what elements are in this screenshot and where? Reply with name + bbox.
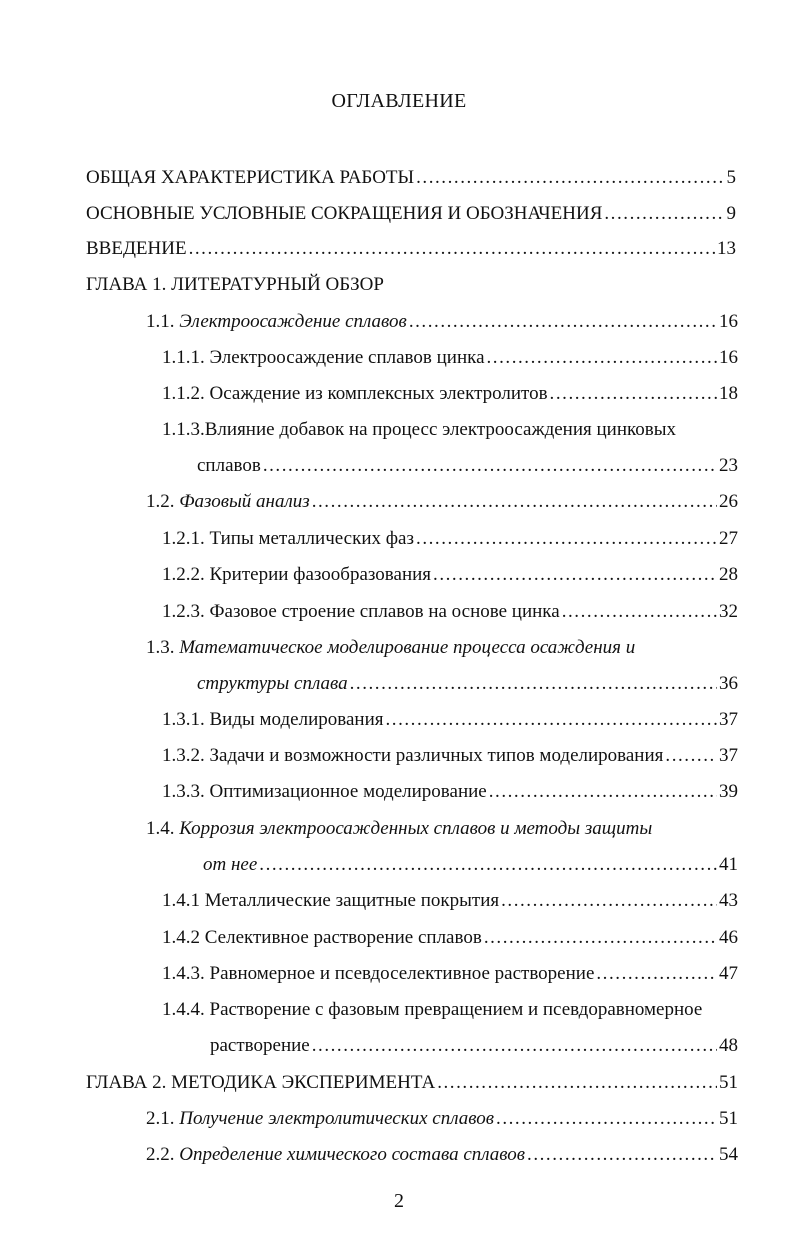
- toc-entry-page: 46: [719, 927, 738, 948]
- toc-entry-text: 1.3.2. Задачи и возможности различных типов моделирования: [162, 745, 664, 766]
- toc-entry-text: 1.3.3. Оптимизационное моделирование: [162, 781, 487, 802]
- dot-leader: [527, 1143, 717, 1167]
- toc-entry: [197, 454, 738, 478]
- toc-entry-text: 1.4.3. Равномерное и псевдоселективное растворение: [162, 963, 595, 984]
- toc-entry-page: 47: [719, 963, 738, 984]
- toc-entry-page: 54: [719, 1144, 738, 1165]
- toc-entry-number: 1.4.: [146, 818, 175, 839]
- toc-entry: [146, 1143, 738, 1167]
- toc-entry-page: 18: [719, 383, 738, 404]
- toc-entry-text: Математическое моделирование процесса осаждения и: [179, 637, 636, 658]
- toc-entry-page: 39: [719, 781, 738, 802]
- dot-leader: [489, 780, 717, 804]
- toc-entry-text: 1.2.3. Фазовое строение сплавов на основе цинка: [162, 601, 560, 622]
- toc-entry: [162, 708, 738, 732]
- dot-leader: [437, 1071, 717, 1095]
- page-number: 2: [394, 1190, 404, 1212]
- toc-entry-text: 1.3.1. Виды моделирования: [162, 709, 384, 730]
- toc-entry-text: растворение: [210, 1035, 310, 1056]
- toc-entry: [162, 382, 738, 406]
- toc-entry: [210, 1034, 738, 1058]
- dot-leader: [501, 889, 717, 913]
- toc-entry-page: 41: [719, 854, 738, 875]
- dot-leader: [409, 310, 717, 334]
- toc-entry-text: 1.2.2. Критерии фазообразования: [162, 564, 432, 585]
- toc-entry: [86, 1071, 738, 1095]
- toc-entry-page: 16: [719, 311, 738, 332]
- dot-leader: [562, 600, 717, 624]
- toc-entry-number: 2.2.: [146, 1144, 175, 1165]
- toc-entry-number: 2.1.: [146, 1108, 175, 1129]
- toc-entry-text: ОБЩАЯ ХАРАКТЕРИСТИКА РАБОТЫ: [86, 167, 415, 188]
- dot-leader: [604, 202, 724, 226]
- dot-leader: [496, 1107, 717, 1131]
- dot-leader: [596, 962, 717, 986]
- toc-entry: [162, 998, 738, 1022]
- toc-entry-page: 16: [719, 347, 738, 368]
- toc-entry-text: ГЛАВА 1. ЛИТЕРАТУРНЫЙ ОБЗОР: [86, 274, 384, 295]
- dot-leader: [312, 490, 717, 514]
- dot-leader: [487, 346, 718, 370]
- toc-entry-text: Фазовый анализ: [179, 491, 310, 512]
- toc-entry-number: 1.3.: [146, 637, 175, 658]
- toc-entry: [162, 527, 738, 551]
- toc-entry: [146, 490, 738, 514]
- toc-entry: [162, 926, 738, 950]
- dot-leader: [259, 853, 717, 877]
- toc-entry: [197, 672, 738, 696]
- toc-title: ОГЛАВЛЕНИЕ: [331, 90, 467, 112]
- toc-entry-text: 1.4.2 Селективное растворение сплавов: [162, 927, 482, 948]
- toc-entry: [86, 166, 736, 190]
- toc-entry-text: Определение химического состава сплавов: [179, 1144, 526, 1165]
- toc-entry-text: 1.1.3.Влияние добавок на процесс электроосаждения цинковых: [162, 419, 677, 440]
- toc-entry: [146, 1107, 738, 1131]
- toc-entry-page: 43: [719, 890, 738, 911]
- dot-leader: [550, 382, 717, 406]
- toc-entry-text: ГЛАВА 2. МЕТОДИКА ЭКСПЕРИМЕНТА: [86, 1072, 436, 1093]
- toc-entry-text: ОСНОВНЫЕ УСЛОВНЫЕ СОКРАЩЕНИЯ И ОБОЗНАЧЕНИЯ: [86, 203, 603, 224]
- toc-entry-text: сплавов: [197, 455, 261, 476]
- toc-entry: [162, 962, 738, 986]
- dot-leader: [263, 454, 717, 478]
- toc-entry-text: 1.4.1 Металлические защитные покрытия: [162, 890, 500, 911]
- toc-entry-page: 26: [719, 491, 738, 512]
- toc-entry-page: 48: [719, 1035, 738, 1056]
- toc-entry: [162, 563, 738, 587]
- toc-entry-page: 13: [717, 238, 736, 259]
- dot-leader: [385, 708, 717, 732]
- toc-entry-text: Электроосаждение сплавов: [179, 311, 407, 332]
- toc-entry-page: 9: [726, 203, 736, 224]
- toc-entry-number: 1.2.: [146, 491, 175, 512]
- toc-entry-text: 1.2.1. Типы металлических фаз: [162, 528, 415, 549]
- toc-entry: [162, 600, 738, 624]
- toc-entry: [203, 853, 738, 877]
- dot-leader: [665, 744, 717, 768]
- toc-entry-text: Получение электролитических сплавов: [179, 1108, 495, 1129]
- toc-entry-page: 32: [719, 601, 738, 622]
- toc-entry-page: 37: [719, 709, 738, 730]
- dot-leader: [484, 926, 717, 950]
- toc-entry-text: 1.1.2. Осаждение из комплексных электролитов: [162, 383, 548, 404]
- toc-entry-text: 1.4.4. Растворение с фазовым превращением и псевдоравномерное: [162, 999, 703, 1020]
- toc-entry-page: 23: [719, 455, 738, 476]
- toc-entry-text: структуры сплава: [197, 673, 348, 694]
- toc-entry: [162, 346, 738, 370]
- toc-entry-text: ВВЕДЕНИЕ: [86, 238, 187, 259]
- toc-entry-number: 1.1.: [146, 311, 175, 332]
- toc-entry: [162, 418, 738, 442]
- toc-entry-page: 28: [719, 564, 738, 585]
- toc-chapter-heading: [86, 273, 736, 297]
- dot-leader: [416, 166, 724, 190]
- toc-entry-text: Коррозия электроосажденных сплавов и методы защиты: [179, 818, 653, 839]
- dot-leader: [416, 527, 717, 551]
- toc-entry-page: 51: [719, 1108, 738, 1129]
- toc-entry: [146, 636, 738, 660]
- toc-entry-page: 36: [719, 673, 738, 694]
- dot-leader: [312, 1034, 717, 1058]
- toc-entry: [162, 889, 738, 913]
- toc-entry-page: 51: [719, 1072, 738, 1093]
- toc-entry: [146, 310, 738, 334]
- toc-entry-text: 1.1.1. Электроосаждение сплавов цинка: [162, 347, 485, 368]
- toc-entry: [146, 817, 738, 841]
- toc-entry-page: 5: [726, 167, 736, 188]
- toc-entry: [86, 202, 736, 226]
- toc-entry-text: от нее: [203, 854, 258, 875]
- toc-entry: [162, 780, 738, 804]
- dot-leader: [350, 672, 717, 696]
- dot-leader: [433, 563, 717, 587]
- toc-entry-page: 27: [719, 528, 738, 549]
- toc-entry: [86, 237, 736, 261]
- toc-entry-page: 37: [719, 745, 738, 766]
- toc-entry: [162, 744, 738, 768]
- dot-leader: [189, 237, 715, 261]
